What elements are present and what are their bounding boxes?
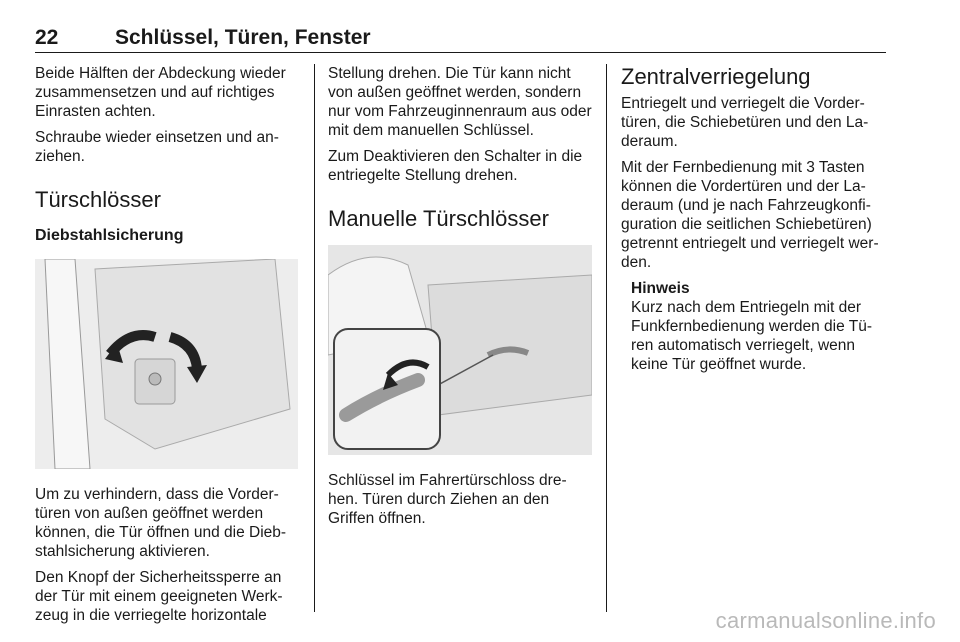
note-box bbox=[631, 279, 889, 374]
door-handle-drawing bbox=[328, 245, 592, 455]
page-number: 22 bbox=[35, 26, 59, 49]
column-divider-2 bbox=[606, 64, 607, 612]
paragraph: Zum Deaktivieren den Schalter in die entriegelte Stellung drehen. bbox=[328, 148, 583, 184]
door-lock-illustration bbox=[35, 259, 298, 469]
paragraph: Um zu verhindern, dass die Vorder-türen von außen geöffnet werden können, die Tür öffnen und die Dieb-stahlsicherung aktivieren. bbox=[35, 486, 287, 560]
section-heading-zentralverriegelung: Zentralverriegelung bbox=[621, 64, 811, 89]
door-lock-drawing bbox=[35, 259, 298, 469]
paragraph: Entriegelt und verriegelt die Vorder-türen, die Schiebetüren und den La-deraum. bbox=[621, 95, 869, 150]
column-3 bbox=[621, 64, 889, 381]
note-label: Hinweis bbox=[631, 280, 690, 297]
paragraph: Beide Hälften der Abdeckung wieder zusammensetzen und auf richtiges Einrasten achten. bbox=[35, 65, 286, 120]
column-divider-1 bbox=[314, 64, 315, 612]
door-handle-illustration bbox=[328, 245, 592, 455]
note-text: Kurz nach dem Entriegeln mit der Funkfernbedienung werden die Tü-ren automatisch verriegelt, wenn keine Tür geöffnet wurde. bbox=[631, 299, 872, 373]
column-2 bbox=[328, 64, 594, 535]
paragraph: Mit der Fernbedienung mit 3 Tasten können die Vordertüren und der La-deraum (und je nach Fahrzeugkonfi-guration die seitlichen Schiebetüren) getrennt entriegelt und verriegelt wer-den. bbox=[621, 159, 879, 271]
page-title: Schlüssel, Türen, Fenster bbox=[115, 26, 371, 49]
section-heading-tuerschloesser: Türschlösser bbox=[35, 187, 161, 212]
watermark: carmanualsonline.info bbox=[715, 608, 936, 633]
paragraph: Schlüssel im Fahrertürschloss dre-hen. Türen durch Ziehen an den Griffen öffnen. bbox=[328, 472, 567, 527]
subsection-heading-diebstahlsicherung: Diebstahlsicherung bbox=[35, 227, 184, 244]
paragraph: Den Knopf der Sicherheitssperre an der Tür mit einem geeigneten Werk-zeug in die verriegelte horizontale bbox=[35, 569, 283, 624]
section-heading-manuelle-tuerschloesser: Manuelle Türschlösser bbox=[328, 206, 549, 231]
paragraph: Schraube wieder einsetzen und an-ziehen. bbox=[35, 129, 279, 165]
paragraph: Stellung drehen. Die Tür kann nicht von außen geöffnet werden, sondern nur vom Fahrzeuginnenraum aus oder mit dem manuellen Schlüssel. bbox=[328, 65, 592, 139]
page-header bbox=[35, 22, 886, 53]
column-1 bbox=[35, 64, 299, 632]
